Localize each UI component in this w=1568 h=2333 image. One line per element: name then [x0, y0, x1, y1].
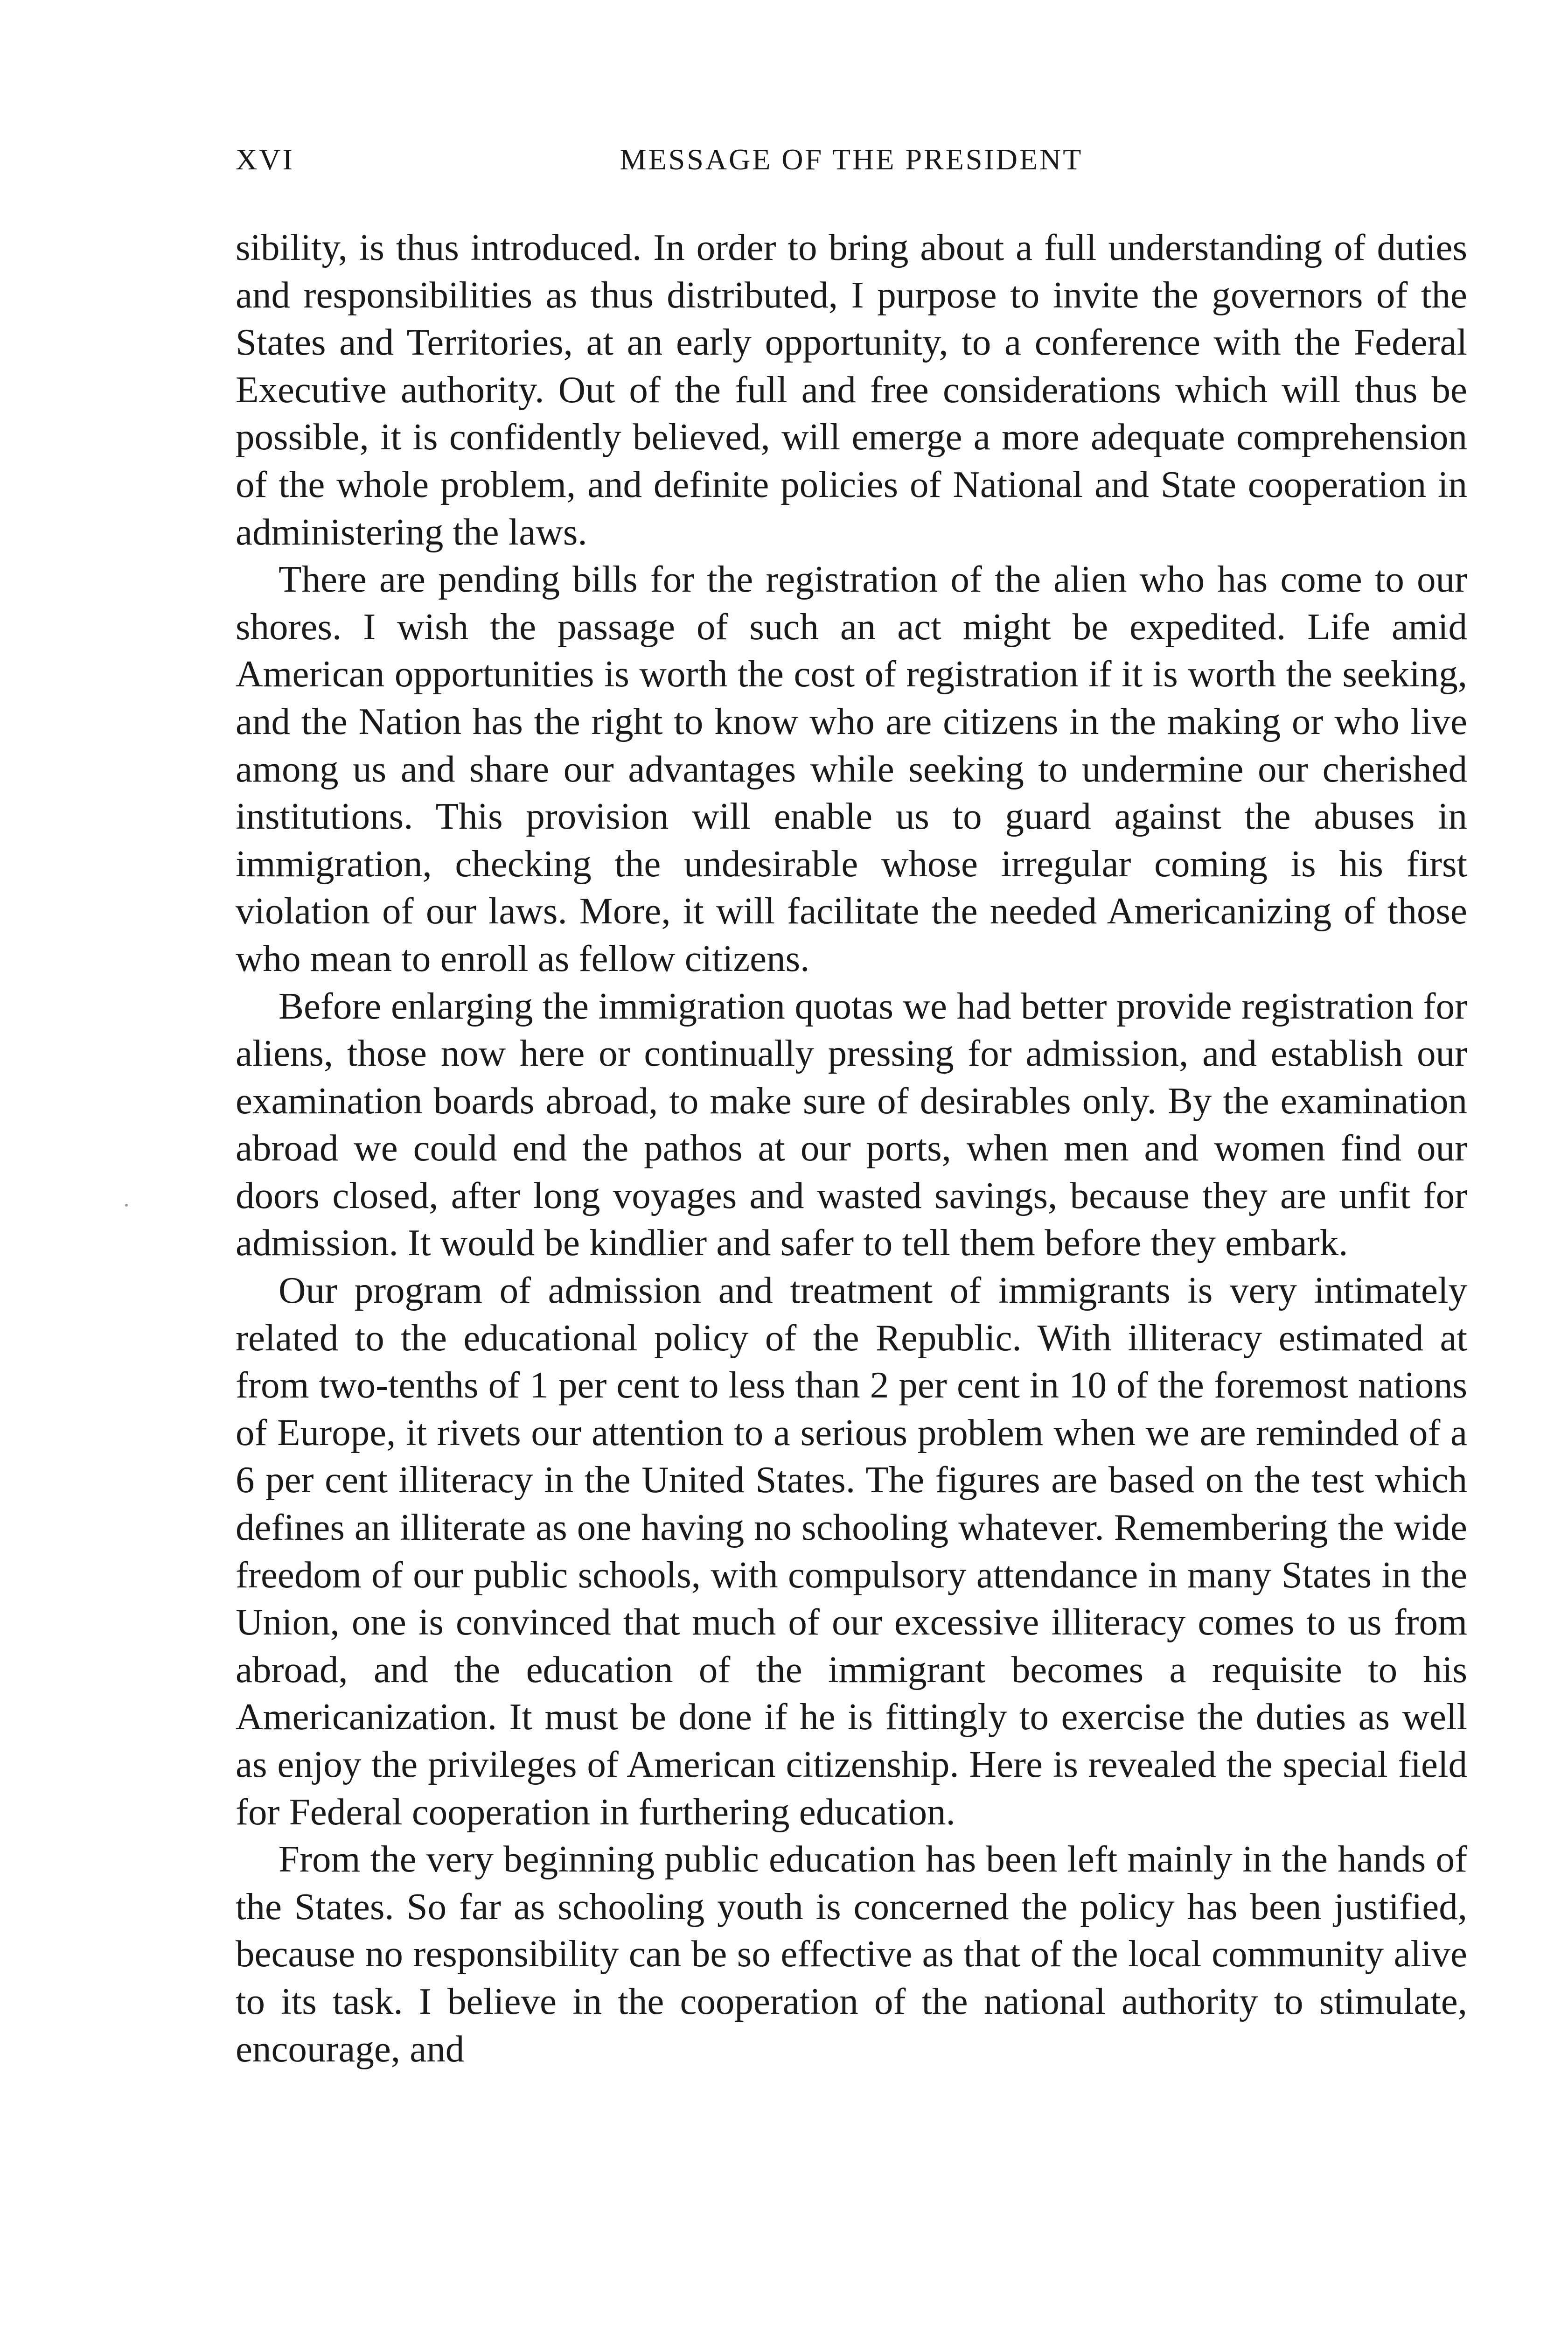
- paragraph-public-education: From the very beginning public education has been left mainly in the hands of the States. So far as schooling youth is concerned the policy has been justified, because no responsibility can be so effective as that of the local community alive to its task. I believe in the cooperation of the national authority to stimulate, encourage, and: [236, 1838, 1467, 2070]
- paragraph-illiteracy: Our program of admission and treatment of immigrants is very intimately related to the educational policy of the Republic. With illiteracy estimated at from two-tenths of 1 per cent to less than 2 per cent in 10 of the foremost nations of Europe, it rivets our attention to a serious problem when we are reminded of a 6 per cent illiteracy in the United States. The figures are based on the test which defines an illiterate as one having no schooling whatever. Remembering the wide freedom of our public schools, with compulsory attendance in many States in the Union, one is convinced that much of our excessive illiteracy comes to us from abroad, and the education of the immigrant becomes a requisite to his Americanization. It must be done if he is fittingly to exercise the duties as well as enjoy the privileges of American citizenship. Here is revealed the special field for Federal cooperation in furthering education.: [236, 1269, 1467, 1833]
- scan-speck: [125, 1204, 128, 1207]
- paragraph-alien-registration: There are pending bills for the registration of the alien who has come to our shores. I wish the passage of such an act might be expedited. Life amid American opportunities is worth the cost of registration if it is worth the seeking, and the Nation has the right to know who are citizens in the making or who live among us and share our advantages while seeking to undermine our cherished institutions. This provision will enable us to guard against the abuses in immigration, checking the undesirable whose irregular coming is his first violation of our laws. More, it will facilitate the needed Americanizing of those who mean to enroll as fellow citizens.: [236, 558, 1467, 979]
- running-title: MESSAGE OF THE PRESIDENT: [620, 143, 1083, 176]
- paragraph-continued: sibility, is thus introduced. In order to bring about a full understanding of duties and responsibilities as thus distributed, I purpose to invite the governors of the States and Territories, at an early opportunity, to a conference with the Federal Executive authority. Out of the full and free considerations which will thus be possible, it is confidently believed, will emerge a more adequate comprehension of the whole problem, and definite policies of National and State cooperation in administering the laws.: [236, 226, 1467, 553]
- paragraph-immigration-quotas: Before enlarging the immigration quotas we had better provide registration for aliens, those now here or continually pressing for admission, and establish our examination boards abroad, to make sure of desirables only. By the examination abroad we could end the pathos at our ports, when men and women find our doors closed, after long voyages and wasted savings, because they are unfit for admission. It would be kindlier and safer to tell them before they embark.: [236, 985, 1467, 1264]
- running-head: [236, 142, 1467, 180]
- body-text: [236, 224, 1467, 2073]
- page-number: XVI: [236, 143, 294, 176]
